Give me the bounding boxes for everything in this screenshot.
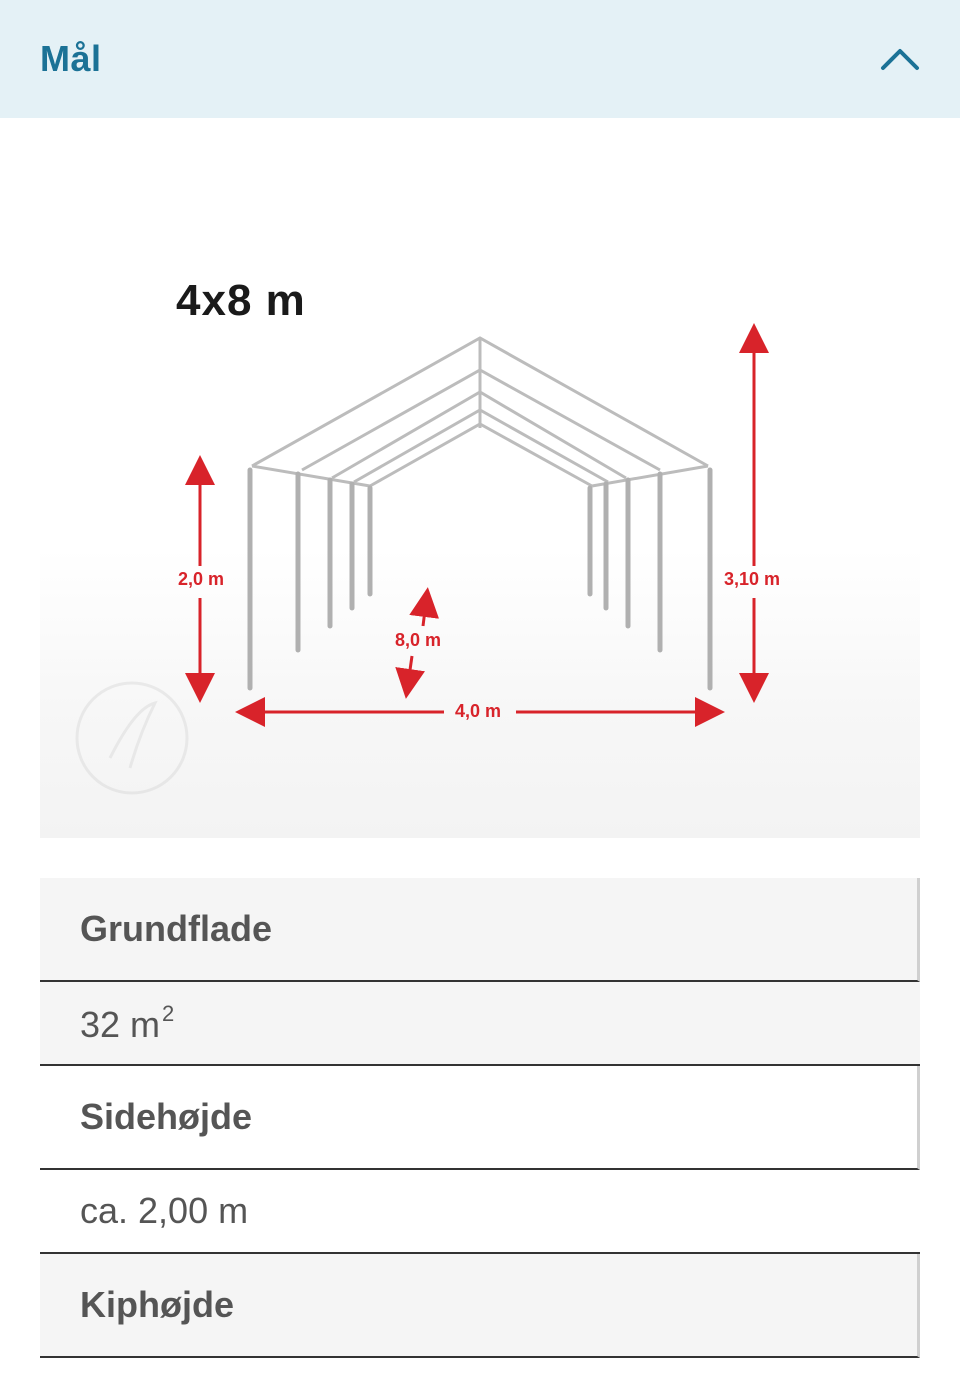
spec-label: Sidehøjde bbox=[80, 1096, 253, 1137]
spec-value-row bbox=[40, 1170, 920, 1254]
tent-dimension-image bbox=[40, 148, 920, 838]
accordion-title: Mål bbox=[40, 38, 102, 79]
spec-value: 32 $m^2$ bbox=[80, 1000, 175, 1045]
width-label: 4,0 m bbox=[455, 701, 502, 721]
length-label: 8,0 m bbox=[395, 630, 442, 650]
spec-label-row bbox=[40, 1254, 920, 1358]
spec-label-row bbox=[40, 878, 920, 982]
tent-frame-drawing bbox=[40, 148, 920, 838]
ridge-height-label: 3,10 m bbox=[724, 569, 781, 589]
spec-label-row bbox=[40, 1066, 920, 1170]
side-height-label: 2,0 m bbox=[178, 569, 225, 589]
spec-value: ca. 2,00 m bbox=[80, 1190, 249, 1231]
spec-table bbox=[40, 878, 920, 1358]
accordion-header-mal[interactable] bbox=[0, 0, 960, 118]
spec-value-row bbox=[40, 982, 920, 1066]
spec-label: Grundflade bbox=[80, 908, 273, 949]
chevron-up-icon[interactable] bbox=[880, 39, 920, 79]
figure-title: 4x8 m bbox=[176, 276, 306, 325]
spec-label: Kiphøjde bbox=[80, 1284, 234, 1325]
